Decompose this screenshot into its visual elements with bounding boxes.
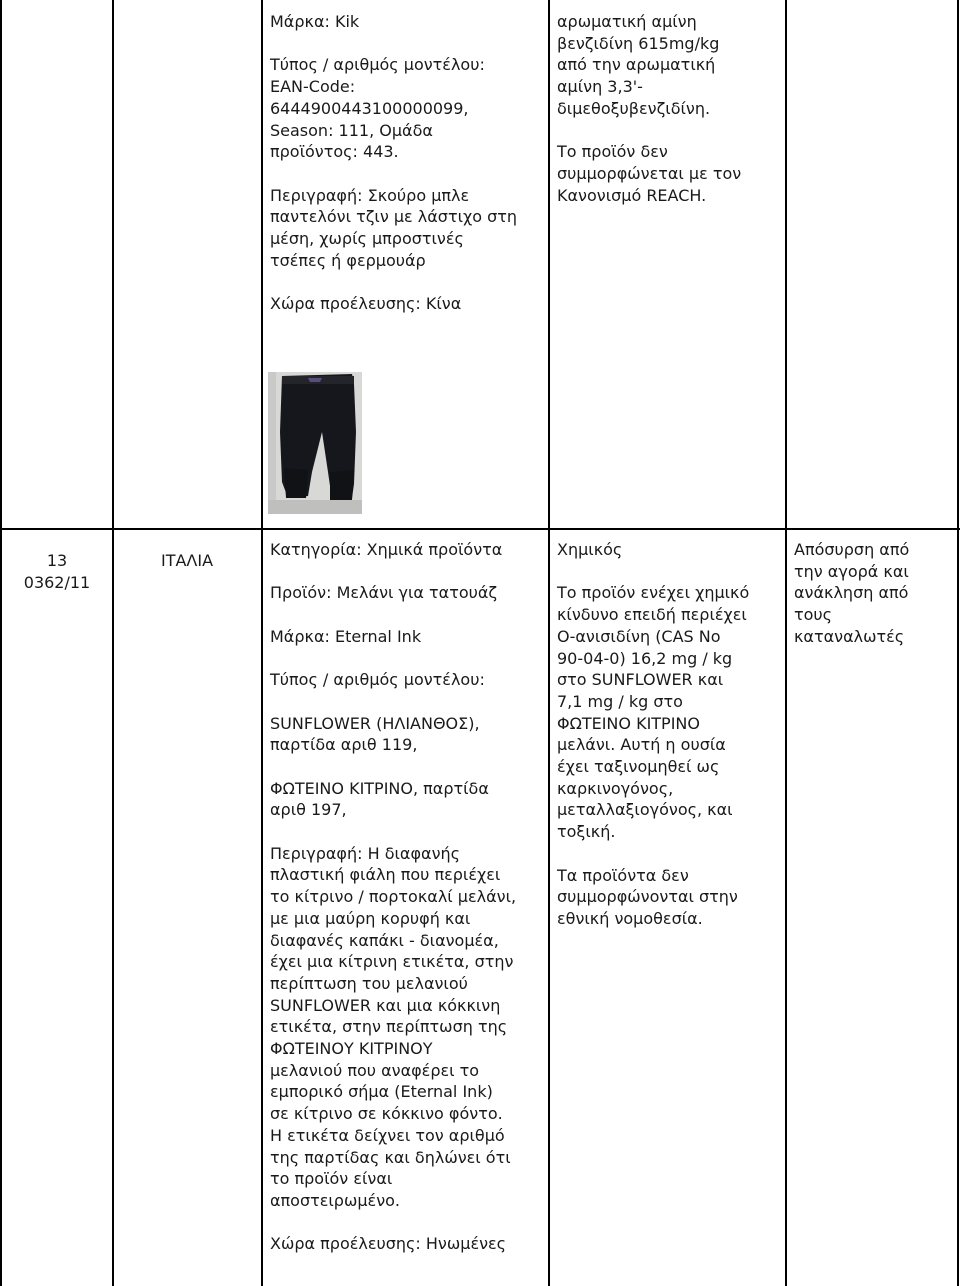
text-line: μέση, χωρίς μπροστινές (270, 229, 464, 248)
text-line: Season: 111, Ομάδα (270, 120, 433, 140)
row1-description-cell (270, 11, 544, 315)
row1-risk (557, 11, 783, 206)
text-line: EAN-Code: (270, 77, 356, 97)
text-line: μελάνι. Αυτή η ουσία (557, 735, 726, 755)
text-line: Χημικός (557, 540, 623, 559)
text-line: Ο-ανισιδίνη (CAS No (557, 626, 721, 646)
text-line: Χώρα προέλευσης: Ηνωμένες (270, 1234, 507, 1254)
text-line: Περιγραφή: Σκούρο μπλε (270, 185, 470, 205)
text-line: ΦΩΤΕΙΝΟΥ ΚΙΤΡΙΝΟΥ (270, 1039, 433, 1059)
text-line: Κατηγορία: Χημικά προϊόντα (270, 540, 503, 559)
pants-image-icon (268, 372, 362, 514)
grid-line-col4 (785, 0, 787, 1286)
text-line: τσέπες ή φερμουάρ (270, 250, 426, 270)
row2-description-cell (270, 539, 546, 1255)
text-line: Κανονισμό REACH. (557, 185, 707, 205)
line-gap (270, 271, 544, 293)
text-line: σε κίτρινο σε κόκκινο φόντο. (270, 1104, 503, 1124)
text-line: με μια μαύρη κορυφή και (270, 908, 471, 928)
line-gap (557, 843, 783, 865)
text-line: καρκινογόνος, (557, 778, 674, 798)
grid-line-right (957, 0, 959, 1286)
row1-risk-cell (557, 11, 783, 206)
text-line: παντελόνι τζιν με λάστιχο στη (270, 207, 518, 227)
line-gap (270, 756, 546, 778)
text-line: παρτίδα αριθ 119, (270, 735, 418, 755)
text-line: Τύπος / αριθμός μοντέλου: (270, 55, 485, 75)
row2-country: ΙΤΑΛΙΑ (160, 551, 214, 570)
text-line: Το προϊόν ενέχει χημικό (557, 583, 750, 603)
row2-measures (794, 539, 954, 648)
text-line: από την αρωματική (557, 55, 716, 75)
grid-line-col1 (112, 0, 114, 1286)
line-gap (270, 561, 546, 583)
grid-line-col3 (548, 0, 550, 1286)
text-line: μελανιού που αναφέρει το (270, 1060, 480, 1080)
grid-line-col2 (261, 0, 263, 1286)
text-line: Τα προϊόντα δεν (557, 865, 689, 885)
text-line: 7,1 mg / kg στο (557, 691, 683, 711)
text-line: προϊόντος: 443. (270, 142, 399, 162)
row2-country-cell (113, 550, 261, 572)
text-line: ετικέτα, στην περίπτωση της (270, 1017, 508, 1037)
row-divider (0, 528, 960, 530)
text-line: το κίτρινο / πορτοκαλί μελάνι, (270, 887, 517, 907)
product-photo-pants (268, 372, 362, 514)
text-line: διαφανές καπάκι - διανομέα, (270, 930, 499, 950)
row1-description (270, 11, 544, 315)
row2-risk (557, 539, 783, 930)
text-line: Περιγραφή: Η διαφανής (270, 843, 461, 863)
text-line: της παρτίδας και δηλώνει ότι (270, 1147, 511, 1167)
row2-risk-cell (557, 539, 783, 930)
text-line: συμμορφώνεται με τον (557, 163, 742, 183)
line-gap (270, 647, 546, 669)
text-line: ΦΩΤΕΙΝΟ ΚΙΤΡΙΝΟ, παρτίδα (270, 778, 489, 798)
grid-line-left (0, 0, 2, 1286)
line-gap (270, 33, 544, 55)
text-line: καταναλωτές (794, 626, 905, 646)
text-line: μεταλλαξιογόνος, και (557, 800, 733, 820)
text-line: SUNFLOWER και μια κόκκινη (270, 995, 501, 1015)
text-line: Τύπος / αριθμός μοντέλου: (270, 670, 485, 690)
text-line: ΦΩΤΕΙΝΟ ΚΙΤΡΙΝΟ (557, 713, 700, 733)
text-line: το προϊόν είναι (270, 1169, 393, 1189)
text-line: διμεθοξυβενζιδίνη. (557, 98, 711, 118)
row2-description (270, 539, 546, 1255)
line-gap (557, 561, 783, 583)
row2-measures-cell (794, 539, 954, 648)
line-gap (270, 1212, 546, 1234)
text-line: τοξική. (557, 822, 616, 842)
text-line: βενζιδίνη 615mg/kg (557, 33, 720, 53)
text-line: έχει μια κίτρινη ετικέτα, στην (270, 952, 514, 972)
text-line: συμμορφώνονται στην (557, 887, 738, 907)
row2-number-line2: 0362/11 (23, 572, 91, 592)
text-line: Μάρκα: Kik (270, 12, 360, 31)
text-line: πλαστική φιάλη που περιέχει (270, 865, 501, 885)
line-gap (270, 604, 546, 626)
text-line: την αγορά και (794, 561, 909, 581)
text-line: αποστειρωμένο. (270, 1191, 400, 1210)
text-line: SUNFLOWER (ΗΛΙΑΝΘΟΣ), (270, 713, 480, 733)
row2-number-cell (2, 550, 112, 593)
text-line: Χώρα προέλευσης: Κίνα (270, 294, 462, 314)
text-line: αμίνη 3,3'- (557, 77, 643, 97)
text-line: Προϊόν: Μελάνι για τατουάζ (270, 583, 498, 603)
text-line: 6444900443100000099, (270, 98, 469, 118)
text-line: περίπτωση του μελανιού (270, 973, 468, 993)
text-line: 90-04-0) 16,2 mg / kg (557, 648, 733, 668)
text-line: Απόσυρση από (794, 540, 910, 559)
text-line: Το προϊόν δεν (557, 142, 668, 162)
text-line: εθνική νομοθεσία. (557, 908, 703, 928)
text-line: έχει ταξινομηθεί ως (557, 757, 720, 777)
text-line: Μάρκα: Eternal Ink (270, 626, 422, 646)
row2-number-line1: 13 (46, 551, 68, 570)
line-gap (270, 821, 546, 843)
text-line: ανάκληση από (794, 583, 909, 603)
line-gap (270, 691, 546, 713)
text-line: Η ετικέτα δείχνει τον αριθμό (270, 1125, 505, 1145)
line-gap (557, 120, 783, 142)
text-line: αριθ 197, (270, 800, 347, 820)
text-line: κίνδυνο επειδή περιέχει (557, 605, 747, 625)
text-line: στο SUNFLOWER και (557, 670, 724, 690)
text-line: τους (794, 605, 833, 625)
text-line: αρωματική αμίνη (557, 12, 697, 31)
line-gap (270, 163, 544, 185)
text-line: εμπορικό σήμα (Eternal Ink) (270, 1082, 493, 1102)
